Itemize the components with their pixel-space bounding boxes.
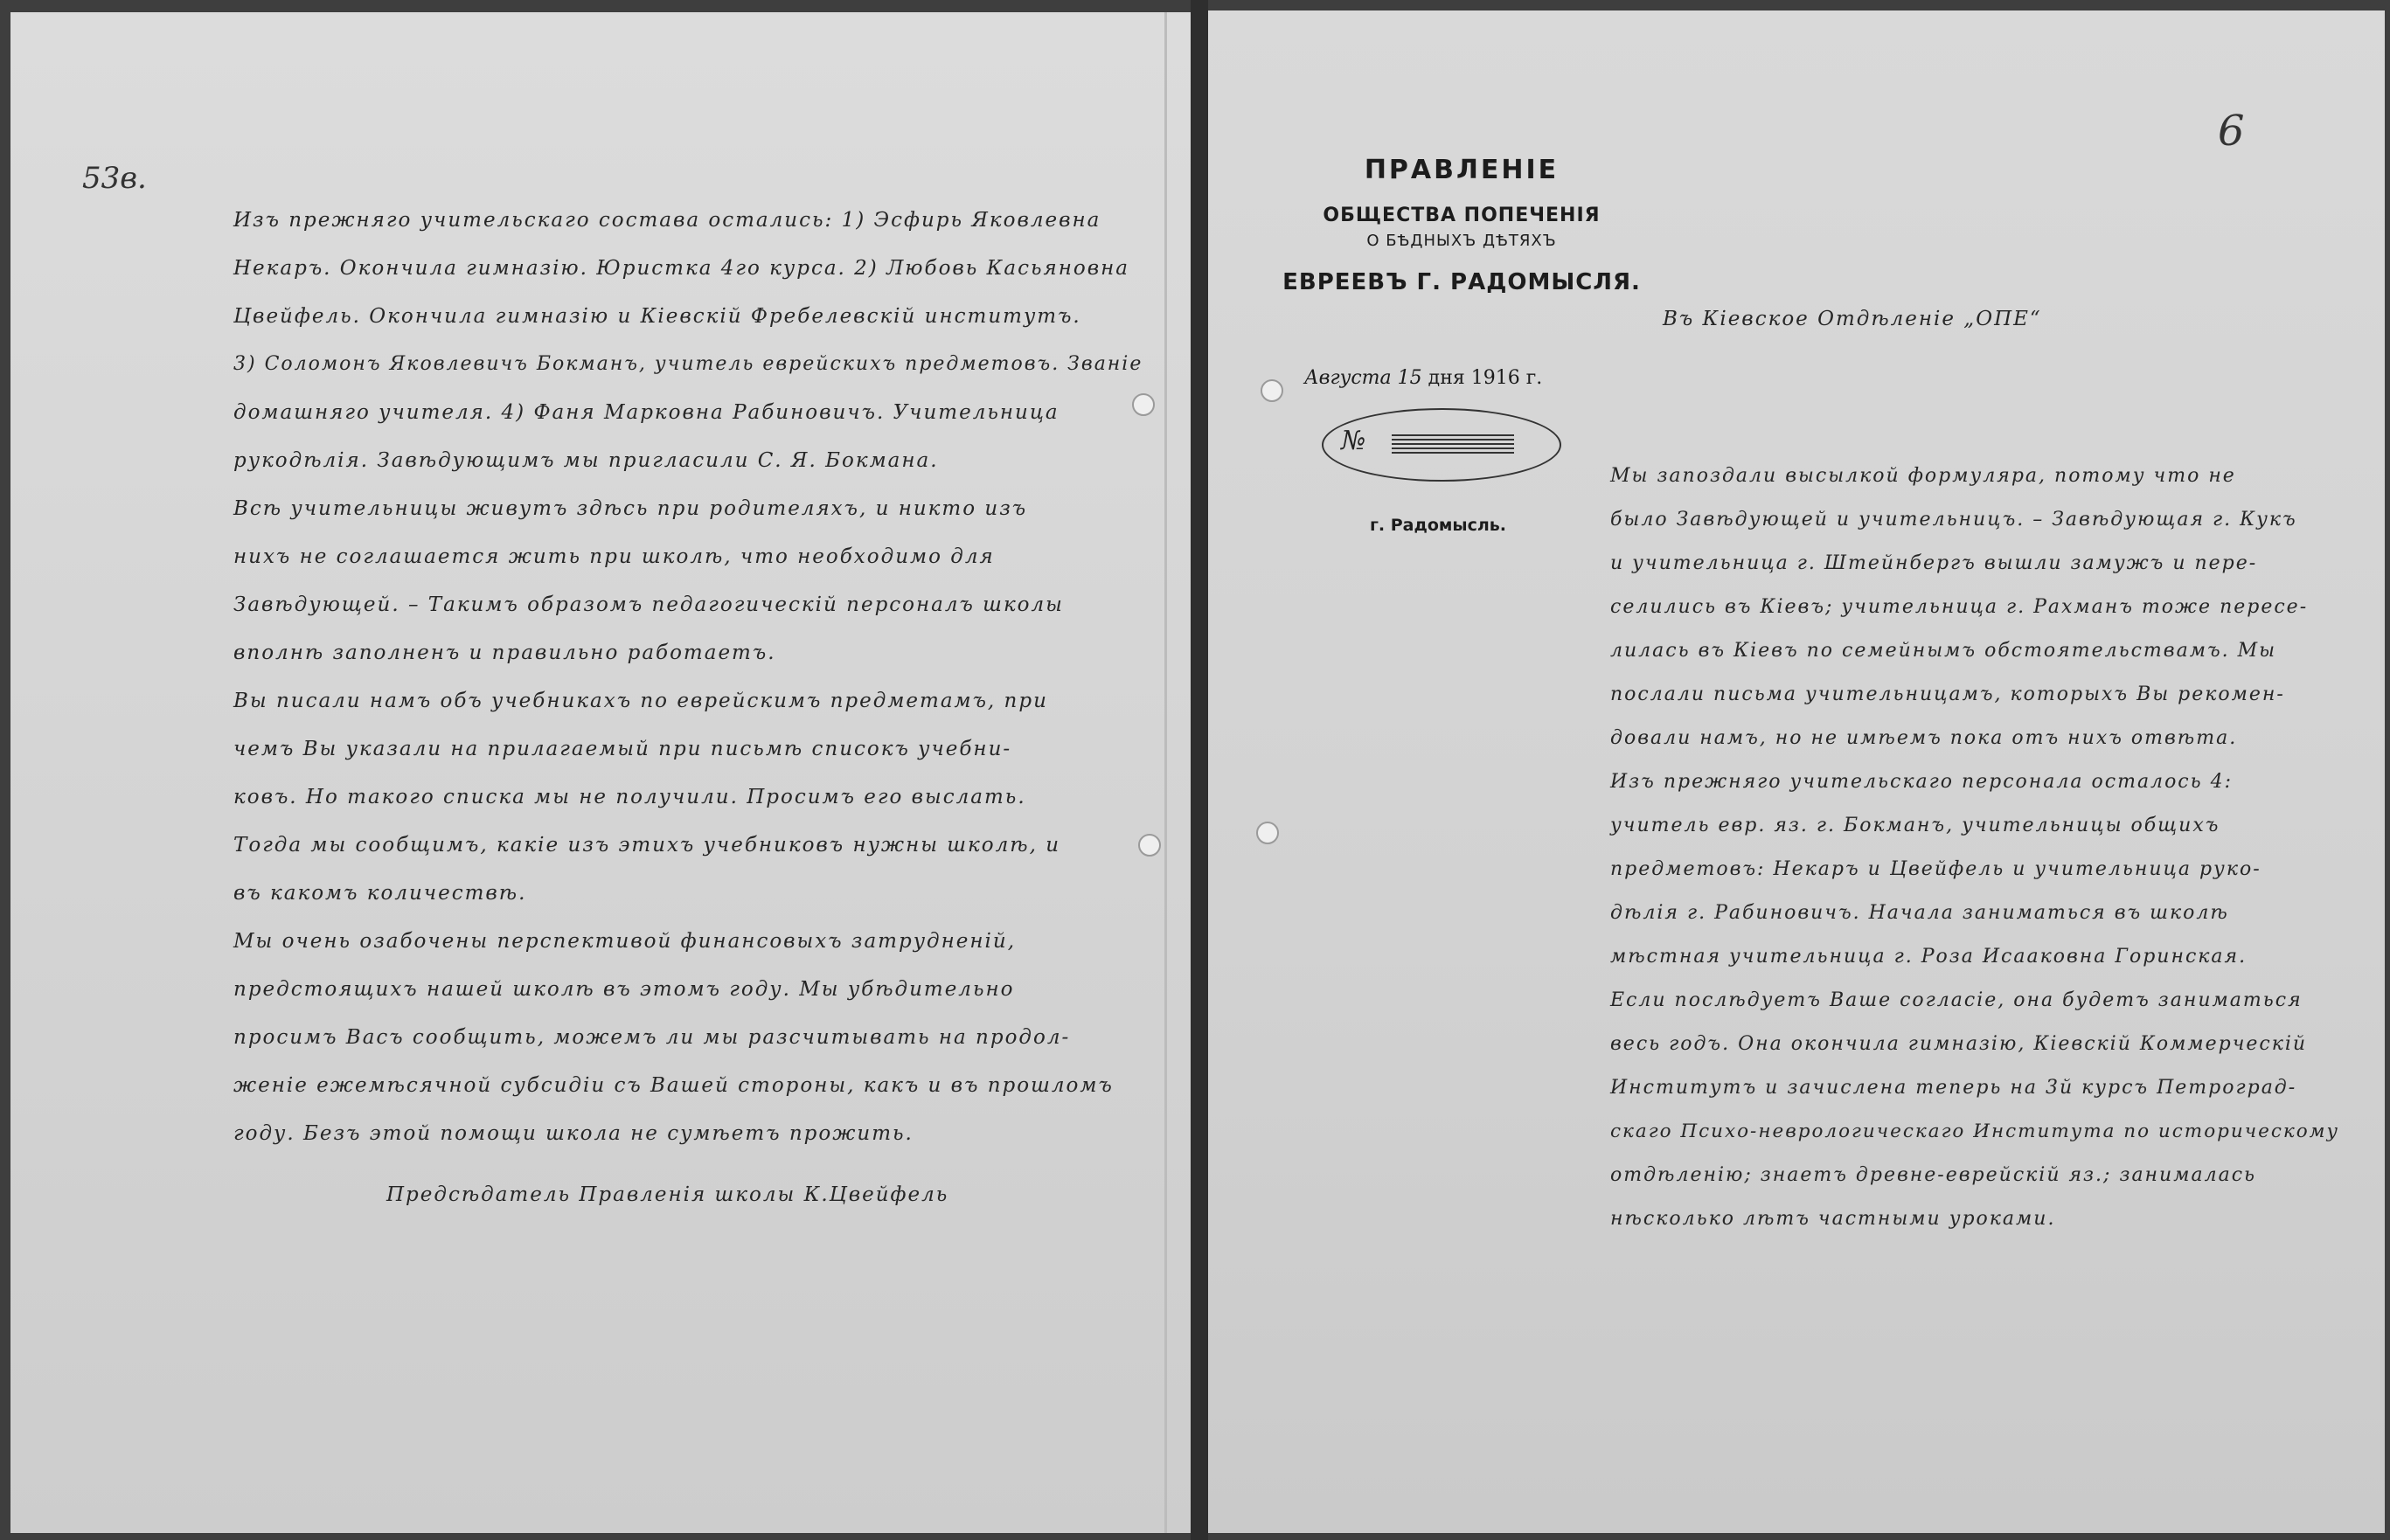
letter-line: Всѣ учительницы живутъ здѣсь при родителяхъ, и никто изъ: [233, 497, 1028, 520]
date-suffix: г.: [1525, 367, 1543, 389]
letter-line: Институтъ и зачислена теперь на 3й курсъ Петроград-: [1610, 1077, 2297, 1099]
letter-line: Изъ прежняго учительскаго состава остались: 1) Эсфирь Яковлевна: [233, 209, 1101, 232]
letter-line: 3) Соломонъ Яковлевичъ Бокманъ, учитель еврейскихъ предметовъ. Званіе: [233, 353, 1143, 375]
letter-line: мѣстная учительница г. Роза Исааковна Горинская.: [1610, 946, 2248, 968]
letter-line: отдѣленію; знаетъ древне-еврейскій яз.; занималась: [1610, 1164, 2256, 1186]
letter-line: селились въ Кіевъ; учительница г. Рахманъ тоже пересе-: [1610, 596, 2309, 618]
letter-line: вполнѣ заполненъ и правильно работаетъ.: [233, 642, 776, 664]
punch-hole: [1261, 379, 1283, 402]
letter-line: нѣсколько лѣтъ частными уроками.: [1610, 1208, 2056, 1230]
letter-line: рукодѣлія. Завѣдующимъ мы пригласили С. Я. Бокмана.: [233, 449, 939, 472]
letter-line: нихъ не соглашается жить при школѣ, что необходимо для: [233, 545, 995, 568]
left-page: [10, 12, 1191, 1533]
page-stack-edge: [1164, 12, 1167, 1533]
letter-line: домашняго учителя. 4) Фаня Марковна Рабиновичъ. Учительница: [233, 401, 1060, 424]
letter-line: Тогда мы сообщимъ, какіе изъ этихъ учебниковъ нужны школѣ, и: [233, 834, 1061, 857]
letterhead-title: ПРАВЛЕНІЕ: [1364, 155, 1560, 185]
letter-line: предстоящихъ нашей школѣ въ этомъ году. Мы убѣдительно: [233, 978, 1015, 1001]
right-page: [1208, 10, 2385, 1533]
letter-line: дѣлія г. Рабиновичъ. Начала заниматься въ школѣ: [1610, 902, 2229, 924]
letter-line: предметовъ: Некаръ и Цвейфель и учительница руко-: [1610, 858, 2261, 880]
letter-line: чемъ Вы указали на прилагаемый при письмѣ списокъ учебни-: [233, 738, 1012, 760]
date-month: Августа: [1304, 367, 1392, 389]
letterhead-society: ОБЩЕСТВА ПОПЕЧЕНІЯ: [1323, 205, 1601, 226]
letter-line: послали письма учительницамъ, которыхъ Вы рекомен-: [1610, 683, 2285, 705]
letter-line: весь годъ. Она окончила гимназію, Кіевскій Коммерческій: [1610, 1033, 2308, 1055]
letter-line: и учительница г. Штейнбергъ вышли замужъ и пере-: [1610, 552, 2258, 574]
letterhead-town: ЕВРЕЕВЪ Г. РАДОМЫСЛЯ.: [1282, 269, 1641, 295]
letterhead-city: г. Радомысль.: [1370, 516, 1507, 535]
date-day: 15: [1397, 367, 1422, 389]
number-hatching: [1392, 434, 1514, 454]
letter-line: было Завѣдующей и учительницъ. – Завѣдующая г. Кукъ: [1610, 509, 2297, 531]
letter-line: ковъ. Но такого списка мы не получили. Просимъ его выслать.: [233, 786, 1026, 808]
letter-date: [1304, 367, 1542, 389]
letter-line: Завѣдующей. – Такимъ образомъ педагогическій персоналъ школы: [233, 593, 1064, 616]
punch-hole: [1256, 822, 1279, 844]
letter-line: женіе ежемѣсячной субсидіи съ Вашей стороны, какъ и въ прошломъ: [233, 1074, 1114, 1097]
letter-line: Если послѣдуетъ Ваше согласіе, она будетъ заниматься: [1610, 989, 2303, 1011]
letter-line: скаго Психо-неврологическаго Института по историческому: [1610, 1120, 2339, 1142]
letter-line: Вы писали намъ объ учебникахъ по еврейскимъ предметамъ, при: [233, 690, 1048, 712]
letter-line: лилась въ Кіевъ по семейнымъ обстоятельствамъ. Мы: [1610, 640, 2277, 662]
punch-hole: [1132, 393, 1155, 416]
number-label: №: [1341, 426, 1366, 456]
letter-line: Мы очень озабочены перспективой финансовыхъ затрудненій,: [233, 930, 1016, 953]
letter-line: довали намъ, но не имѣемъ пока отъ нихъ отвѣта.: [1610, 727, 2238, 749]
letterhead: [1278, 155, 1645, 295]
letter-line: Цвейфель. Окончила гимназію и Кіевскій Фребелевскій институтъ.: [233, 305, 1081, 328]
archive-folio-number: 53в.: [82, 161, 147, 196]
binding-gutter: [1191, 0, 1208, 1540]
letter-line: Изъ прежняго учительскаго персонала осталось 4:: [1610, 771, 2234, 793]
letterhead-purpose: О БѢДНЫХЪ ДѢТЯХЪ: [1366, 232, 1557, 250]
letter-line: Мы запоздали высылкой формуляра, потому что не: [1610, 465, 2236, 487]
signature-line: Предсѣдатель Правленія школы К.Цвейфель: [386, 1183, 949, 1206]
document-number-stamp: [1322, 408, 1561, 482]
letter-line: Некаръ. Окончила гимназію. Юристка 4го курса. 2) Любовь Касьяновна: [233, 257, 1130, 280]
letter-line: просимъ Васъ сообщить, можемъ ли мы разсчитывать на продол-: [233, 1026, 1071, 1049]
date-year: дня 1916: [1428, 367, 1520, 389]
archive-folio-number: 6: [2218, 107, 2245, 156]
addressee: Въ Кіевское Отдѣленіе „ОПЕ“: [1663, 308, 2042, 330]
letter-line: въ какомъ количествѣ.: [233, 882, 527, 905]
letter-line: учитель евр. яз. г. Бокманъ, учительницы общихъ: [1610, 815, 2220, 836]
letter-line: году. Безъ этой помощи школа не сумѣетъ прожить.: [233, 1122, 914, 1145]
punch-hole: [1138, 834, 1161, 857]
